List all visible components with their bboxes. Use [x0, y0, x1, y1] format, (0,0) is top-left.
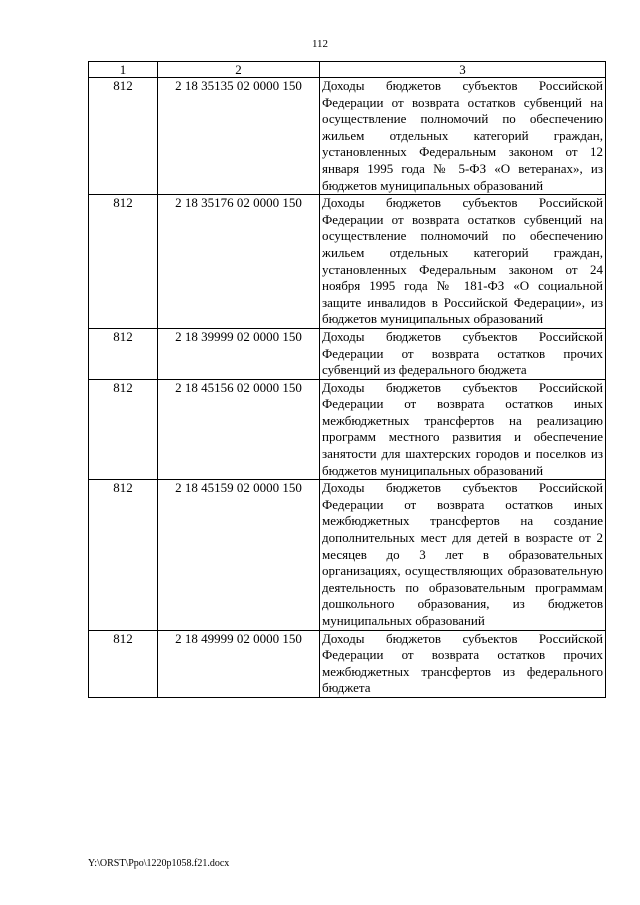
budget-revenue-table	[88, 61, 606, 698]
admin-code-cell: 812	[89, 480, 158, 630]
description-cell: Доходы бюджетов субъектов Российской Федерации от возврата остатков иных межбюджетных трансфертов на реализацию программ местного развития и обеспечение занятости для шахтерских городов и поселков из бюджетов муниципальных образований	[320, 379, 606, 480]
admin-code-cell: 812	[89, 328, 158, 379]
description-cell: Доходы бюджетов субъектов Российской Федерации от возврата остатков субвенций на осуществление полномочий по обеспечению жильем отдельных категорий граждан, установленных Федеральным законом от 24 ноября 1995 года № 181-ФЗ «О социальной защите инвалидов в Российской Федерации», из бюджетов муниципальных образований	[320, 195, 606, 329]
kbk-code-cell: 2 18 35176 02 0000 150	[158, 195, 320, 329]
footer-file-path: Y:\ORST\Ppo\1220p1058.f21.docx	[88, 858, 230, 869]
table-row	[89, 379, 606, 480]
table-row	[89, 195, 606, 329]
page-number: 112	[311, 38, 329, 50]
table-row	[89, 630, 606, 697]
admin-code-cell: 812	[89, 630, 158, 697]
description-cell: Доходы бюджетов субъектов Российской Федерации от возврата остатков субвенций на осуществление полномочий по обеспечению жильем отдельных категорий граждан, установленных Федеральным законом от 12 января 1995 года № 5-ФЗ «О ветеранах», из бюджетов муниципальных образований	[320, 78, 606, 195]
kbk-code-cell: 2 18 39999 02 0000 150	[158, 328, 320, 379]
table-header-row	[89, 62, 606, 78]
description-cell: Доходы бюджетов субъектов Российской Федерации от возврата остатков иных межбюджетных трансфертов на создание дополнительных мест для детей в возрасте от 2 месяцев до 3 лет в образовательных организациях, осуществляющих образовательную деятельность по образовательным программам дошкольного образования, из бюджетов муниципальных образований	[320, 480, 606, 630]
column-header-2: 2	[158, 62, 320, 78]
table-row	[89, 328, 606, 379]
kbk-code-cell: 2 18 35135 02 0000 150	[158, 78, 320, 195]
column-header-3: 3	[320, 62, 606, 78]
admin-code-cell: 812	[89, 379, 158, 480]
column-header-1: 1	[89, 62, 158, 78]
admin-code-cell: 812	[89, 78, 158, 195]
kbk-code-cell: 2 18 45156 02 0000 150	[158, 379, 320, 480]
description-cell: Доходы бюджетов субъектов Российской Федерации от возврата остатков прочих субвенций из федерального бюджета	[320, 328, 606, 379]
description-cell: Доходы бюджетов субъектов Российской Федерации от возврата остатков прочих межбюджетных трансфертов из федерального бюджета	[320, 630, 606, 697]
table-row	[89, 480, 606, 630]
kbk-code-cell: 2 18 45159 02 0000 150	[158, 480, 320, 630]
table-row	[89, 78, 606, 195]
kbk-code-cell: 2 18 49999 02 0000 150	[158, 630, 320, 697]
admin-code-cell: 812	[89, 195, 158, 329]
